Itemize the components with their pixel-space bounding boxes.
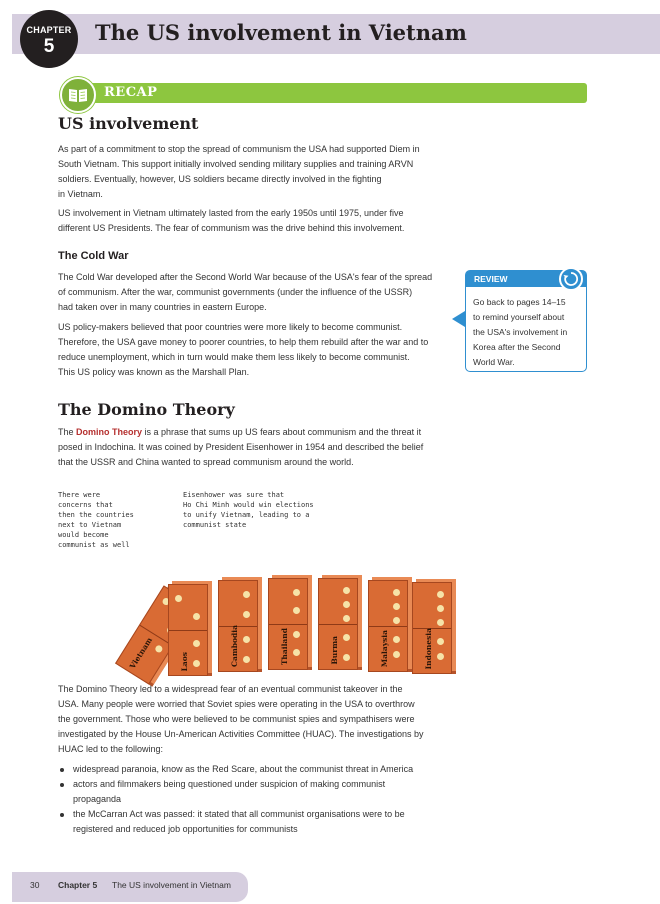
text-line: Go back to pages 14–15 bbox=[473, 297, 566, 307]
text-line: posed in Indochina. It was coined by President Eisenhower in 1954 and described the belief bbox=[58, 442, 424, 452]
domino-pip bbox=[343, 654, 350, 661]
domino-pip bbox=[193, 613, 200, 620]
review-box bbox=[465, 270, 587, 372]
domino-pip bbox=[243, 656, 250, 663]
text-line: US policy-makers believed that poor countries were more likely to become communist. bbox=[58, 322, 403, 332]
text-line: The Cold War developed after the Second World War because of the USA's fear of the spread bbox=[58, 272, 433, 282]
recap-label: RECAP bbox=[104, 85, 158, 100]
bullet-icon bbox=[60, 768, 64, 772]
text-line: Eisenhower was sure that bbox=[183, 491, 285, 499]
domino-malaysia bbox=[368, 580, 408, 672]
cold-war-paragraph-2 bbox=[58, 320, 458, 380]
text-line: had taken over in many countries in eastern Europe. bbox=[58, 302, 267, 312]
text-line: of communism. After the war, communist governments (under the influence of the USSR) bbox=[58, 287, 413, 297]
domino-pip bbox=[437, 653, 444, 660]
text-line: widespread paranoia, know as the Red Scare, about the communist threat in America bbox=[73, 764, 414, 774]
domino-pip bbox=[393, 603, 400, 610]
domino-label: Thailand bbox=[280, 627, 289, 665]
text-line: in Vietnam. bbox=[58, 189, 103, 199]
domino-divider bbox=[319, 624, 357, 625]
domino-pip bbox=[343, 587, 350, 594]
domino-pip bbox=[243, 611, 250, 618]
text-line: There were bbox=[58, 491, 101, 499]
domino-pip bbox=[293, 649, 300, 656]
domino-burma bbox=[318, 578, 358, 670]
domino-label: Malaysia bbox=[380, 629, 389, 667]
caption-left bbox=[58, 490, 134, 550]
domino-pip bbox=[293, 631, 300, 638]
domino-pip bbox=[293, 589, 300, 596]
text-line: to unify Vietnam, leading to a bbox=[183, 511, 310, 519]
chapter-number: 5 bbox=[43, 36, 55, 57]
text-line: the USA's involvement in bbox=[473, 327, 568, 337]
us-involvement-paragraph-1 bbox=[58, 142, 458, 202]
domino-divider bbox=[269, 624, 307, 625]
domino-pip bbox=[293, 607, 300, 614]
domino-illustration bbox=[80, 570, 460, 680]
subheading-cold-war: The Cold War bbox=[58, 250, 129, 262]
text-line: reduce unemployment, which in turn would make them less likely to become communist. bbox=[58, 352, 410, 362]
text-line: Korea after the Second bbox=[473, 342, 561, 352]
text-fragment: is a phrase that sums up US fears about communism and the threat it bbox=[142, 427, 422, 437]
text-line: the McCarran Act was passed: it stated that all communist organisations were to be bbox=[73, 809, 405, 819]
text-line: HUAC led to the following: bbox=[58, 744, 164, 754]
domino-theory-paragraph bbox=[58, 682, 458, 757]
text-line: the government. Those who were believed to be communist spies and sympathisers were bbox=[58, 714, 415, 724]
text-line: World War. bbox=[473, 357, 515, 367]
domino-divider bbox=[369, 626, 407, 627]
domino-pip bbox=[175, 595, 182, 602]
huac-consequences-list bbox=[58, 762, 438, 837]
domino-theory-intro bbox=[58, 425, 458, 470]
text-line: would become bbox=[58, 531, 109, 539]
domino-cambodia bbox=[218, 580, 258, 672]
text-line: As part of a commitment to stop the spread of communism the USA had supported Diem in bbox=[58, 144, 420, 154]
section-heading-us-involvement: US involvement bbox=[58, 114, 199, 133]
domino-pip bbox=[193, 660, 200, 667]
domino-pip bbox=[437, 619, 444, 626]
text-line: US involvement in Vietnam ultimately lasted from the early 1950s until 1975, under five bbox=[58, 208, 404, 218]
domino-label: Cambodia bbox=[230, 625, 239, 667]
text-fragment: The bbox=[58, 427, 77, 437]
domino-indonesia bbox=[412, 582, 452, 674]
domino-pip bbox=[154, 644, 164, 654]
domino-pip bbox=[243, 591, 250, 598]
list-item bbox=[58, 777, 438, 807]
cold-war-paragraph-1 bbox=[58, 270, 458, 315]
text-line: actors and filmmakers being questioned under suspicion of making communist bbox=[73, 779, 386, 789]
bullet-icon bbox=[60, 783, 64, 787]
text-line: next to Vietnam bbox=[58, 521, 122, 529]
domino-label: Laos bbox=[180, 651, 189, 671]
text-line: concerns that bbox=[58, 501, 113, 509]
domino-pip bbox=[343, 615, 350, 622]
domino-label: Indonesia bbox=[424, 627, 433, 669]
open-book-icon bbox=[60, 77, 96, 113]
text-line: USA. Many people were worried that Soviet spies were operating in the USA to overthrow bbox=[58, 699, 415, 709]
caption-right bbox=[183, 490, 314, 530]
page-number: 30 bbox=[30, 880, 40, 890]
list-item bbox=[58, 762, 438, 777]
page-title: The US involvement in Vietnam bbox=[95, 20, 467, 45]
footer-title: The US involvement in Vietnam bbox=[112, 880, 231, 890]
bullet-icon bbox=[60, 813, 64, 817]
text-line: South Vietnam. This support initially involved sending military supplies and training ARVN bbox=[58, 159, 414, 169]
domino-pip bbox=[393, 617, 400, 624]
domino-pip bbox=[393, 651, 400, 658]
text-line: registered and reduced job opportunities for communists bbox=[73, 824, 298, 834]
domino-pip bbox=[437, 638, 444, 645]
domino-pip bbox=[343, 634, 350, 641]
text-line: communist state bbox=[183, 521, 247, 529]
domino-label: Burma bbox=[330, 636, 339, 665]
text-line: then the countries bbox=[58, 511, 134, 519]
domino-pip bbox=[437, 591, 444, 598]
domino-pip bbox=[393, 589, 400, 596]
text-line: communist as well bbox=[58, 541, 130, 549]
list-item bbox=[58, 807, 438, 837]
text-line: to remind yourself about bbox=[473, 312, 565, 322]
key-term-domino-theory[interactable]: Domino Theory bbox=[76, 427, 143, 437]
text-line: propaganda bbox=[73, 794, 122, 804]
review-title: REVIEW bbox=[474, 274, 508, 284]
text-line: The Domino Theory led to a widespread fear of an eventual communist takeover in the bbox=[58, 684, 403, 694]
chapter-badge bbox=[20, 10, 78, 68]
text-line: soldiers. Eventually, however, US soldiers became directly involved in the fighting bbox=[58, 174, 382, 184]
domino-pip bbox=[343, 601, 350, 608]
chapter-label: CHAPTER bbox=[26, 25, 72, 35]
domino-label: Vietnam bbox=[127, 635, 155, 671]
domino-laos bbox=[168, 584, 208, 676]
text-line: Therefore, the USA gave money to poorer countries, to help them rebuild after the war and to bbox=[58, 337, 429, 347]
text-line: This US policy was known as the Marshall Plan. bbox=[58, 367, 250, 377]
domino-pip bbox=[393, 636, 400, 643]
domino-pip bbox=[437, 605, 444, 612]
domino-divider bbox=[169, 630, 207, 631]
us-involvement-paragraph-2 bbox=[58, 206, 458, 236]
review-pointer bbox=[452, 311, 465, 327]
section-heading-domino-theory: The Domino Theory bbox=[58, 400, 235, 419]
refresh-cycle-icon bbox=[559, 267, 583, 291]
review-text bbox=[473, 295, 581, 370]
domino-pip bbox=[243, 636, 250, 643]
text-line: investigated by the House Un-American Activities Committee (HUAC). The investigations by bbox=[58, 729, 424, 739]
domino-pip bbox=[193, 640, 200, 647]
domino-thailand bbox=[268, 578, 308, 670]
text-line: Ho Chi Minh would win elections bbox=[183, 501, 314, 509]
footer-chapter: Chapter 5 bbox=[58, 880, 98, 890]
text-line: different US Presidents. The fear of communism was the drive behind this involvement. bbox=[58, 223, 405, 233]
text-line: that the USSR and China wanted to spread communism around the world. bbox=[58, 457, 354, 467]
